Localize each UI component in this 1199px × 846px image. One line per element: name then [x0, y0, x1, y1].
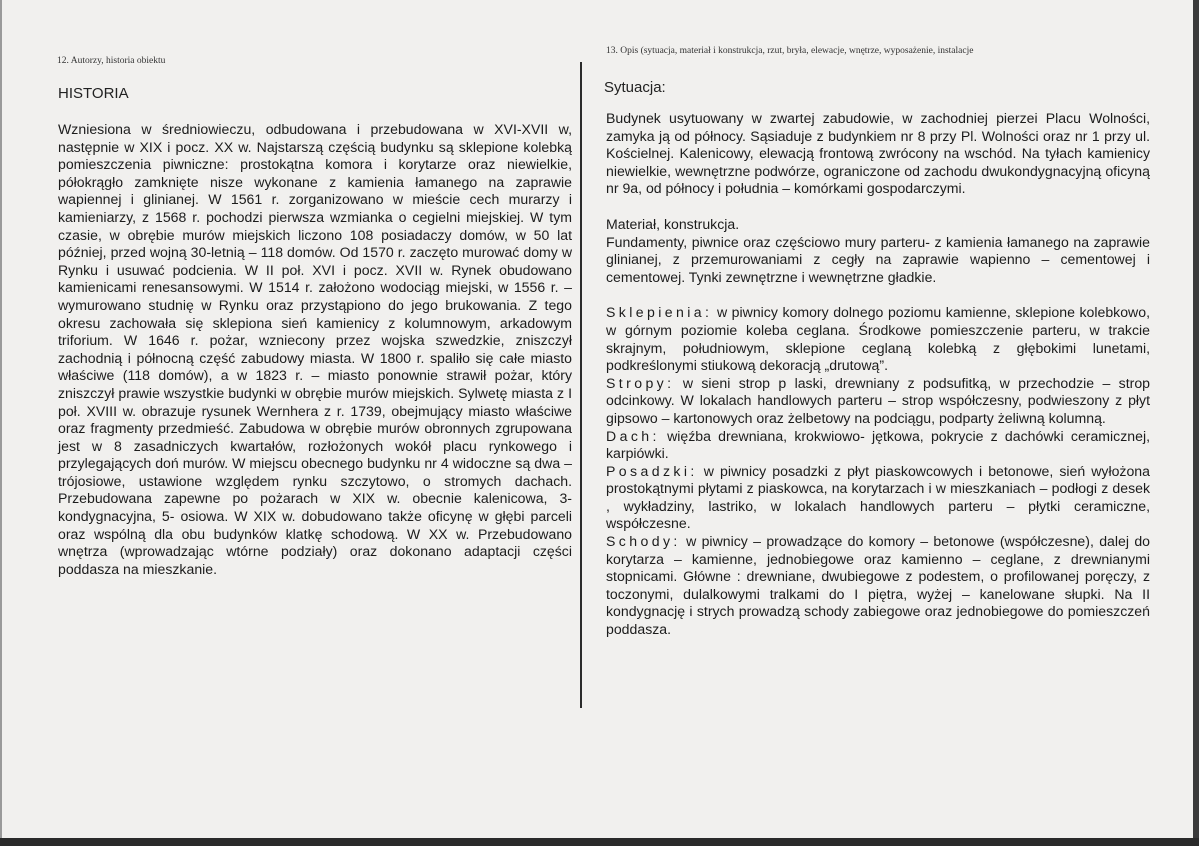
- history-title: HISTORIA: [58, 85, 129, 102]
- material-text: Fundamenty, piwnice oraz częściowo mury parteru- z kamienia łamanego na zaprawie glinianej, z przemurowaniami z cegły na zaprawie wapienno – cementowej i cementowej. Tynki zewnętrzne i wewnętrzne gładkie.: [606, 233, 1150, 285]
- vaults-paragraph: [606, 304, 1150, 374]
- floors-label: Posadzki:: [606, 462, 698, 479]
- situation-text: Budynek usytuowany w zwartej zabudowie, w zachodniej pierzei Placu Wolności, zamyka ją od północy. Sąsiaduje z budynkiem nr 8 przy Pl. Wolności oraz nr 1 przy ul. Kościelnej. Kalenicowy, elewacją frontową zwrócony na wschód. Na tyłach kamienicy niewielkie, wewnętrzne podwórze, ograniczone od zachodu dwukondygnacyjną oficyną nr 9a, od północy i południa – komórkami gospodarczymi.: [606, 110, 1150, 197]
- column-divider: [580, 62, 582, 708]
- floors-text: w piwnicy posadzki z płyt piaskowcowych i betonowe, sień wyłożona prostokątnymi płytami z piaskowca, na korytarzach i w mieszkaniach – podłogi z desek , wykładziny, lastriko, w lokalach handlowych parteru – płytki ceramiczne, współczesne.: [606, 462, 1150, 532]
- vaults-text: w piwnicy komory dolnego poziomu kamienne, sklepione kolebkowo, w górnym poziomie koleba ceglana. Środkowe pomieszczenie parteru, w trakcie skrajnym, południowym, sklepione ceglaną kolebką z głębokimi lunetami, podkreślonymi stiukową dekoracją „drutową”.: [606, 304, 1150, 374]
- ceilings-label: Stropy:: [606, 374, 675, 391]
- stairs-label: Schody:: [606, 533, 681, 550]
- ceilings-paragraph: [606, 375, 1150, 428]
- scan-edge-left: [0, 0, 2, 846]
- stairs-text: w piwnicy – prowadzące do komory – betonowe (współczesne), dalej do korytarza – kamienne, jednobiegowe oraz kamienno – ceglane, z drewnianymi stopnicami. Główne : drewniane, dwubiegowe z podestem, o profilowanej poręczy, z toczonymi, dulalkowymi tralkami do I piętra, wyżej – kanelowane słupki. Na II kondygnację i strych prowadzą schody zabiegowe oraz jednobiegowe do pomieszczeń poddasza.: [606, 533, 1150, 638]
- ceilings-text: w sieni strop p laski, drewniany z podsufitką, w przechodzie – strop odcinkowy. W lokalach handlowych parteru – strop współczesny, podwieszony z płyt gipsowo – kartonowych oraz żelbetowy na podciągu, podparty żeliwną kolumną.: [606, 374, 1150, 426]
- floors-paragraph: [606, 463, 1150, 533]
- scan-edge-bottom: [0, 838, 1199, 846]
- roof-text: więźba drewniana, krokwiowo- jętkowa, pokrycie z dachówki ceramicznej, karpiówki.: [606, 427, 1150, 462]
- history-body: Wzniesiona w średniowieczu, odbudowana i przebudowana w XVI-XVII w, następnie w XIX i pocz. XX w. Najstarszą częścią budynku są sklepione kolebką pomieszczenia piwniczne: prostokątna komora i korytarze oraz niewielkie, półokrągło zamknięte nisze wykonane z kamienia łamanego na zaprawie wapiennej i glinianej. W 1561 r. zorganizowano w mieście cech murarzy i kamieniarzy, z 1568 r. pochodzi pierwsza wzmianka o cegielni miejskiej. W tym czasie, w obrębie murów miejskich liczono 108 posiadaczy domów, w 50 lat później, przed wojną 30-letnią – 118 domów. Od 1570 r. zaczęto murować domy w Rynku i usuwać podcienia. W II poł. XVI i pocz. XVII w. Rynek obudowano kamienicami renesansowymi. W 1514 r. założono wodociąg miejski, w 1556 r. – wymurowano studnię w Rynku oraz przystąpiono do jego brukowania. Z tego okresu zachowała się sklepiona sień kamienicy z kolumnowym, arkadowym triforium. W 1646 r. pożar, wzniecony przez wojska szwedzkie, zniszczył zachodnią i północną część zabudowy miasta. W 1800 r. spaliło się całe miasto właściwe (118 domów), a w 1823 r. – miasto ponownie strawił pożar, który zniszczył prawie wszystkie budynki w obrębie murów miejskich. Sylwetę miasta z I poł. XVIII w. obrazuje rysunek Wernhera z r. 1739, obejmujący miasto właściwe oraz fragmenty przedmieść. Zabudowa w obrębie murów obronnych zgrupowana jest w 8 zasadniczych kwartałów, rozłożonych wokół placu rynkowego i przylegających doń murów. W miejscu obecnego budynku nr 4 widoczne są dwa – trójosiowe, ustawione względem rynku szczytowo, o stromych dachach. Przebudowana zapewne po pożarach w XIX w. obecnie kalenicowa, 3-kondygnacyjna, 5- osiowa. W XIX w. dobudowano także oficynę w głębi parceli oraz wspólną dla obu budynków klatkę schodową. W XX w. Przebudowano wnętrza (wprowadzając wtórne podziały) oraz dokonano adaptacji części poddasza na mieszkanie.: [58, 121, 572, 577]
- stairs-paragraph: [606, 533, 1150, 639]
- left-section-header: 12. Autorzy, historia obiektu: [57, 56, 166, 66]
- right-section-header: 13. Opis (sytuacja, materiał i konstrukcja, rzut, bryła, elewacje, wnętrze, wyposażenie, instalacje: [606, 46, 974, 56]
- scan-edge-right: [1193, 0, 1199, 846]
- situation-title: Sytuacja:: [604, 79, 666, 96]
- vaults-label: Sklepienia:: [606, 304, 713, 321]
- description-column: [606, 110, 1150, 639]
- material-title: Materiał, konstrukcja.: [606, 215, 740, 232]
- roof-label: Dach:: [606, 427, 660, 444]
- roof-paragraph: [606, 428, 1150, 463]
